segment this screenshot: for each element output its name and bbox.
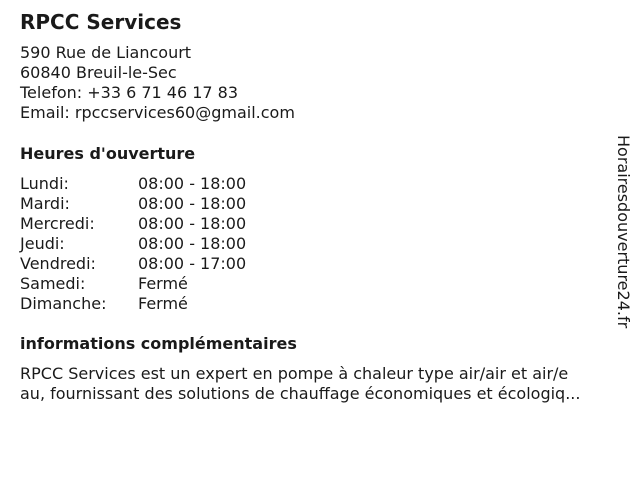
day-label: Lundi: xyxy=(20,174,69,193)
time-value: 08:00 - 17:00 xyxy=(138,254,247,273)
contact-block xyxy=(20,43,295,123)
opening-hours-heading: Heures d'ouverture xyxy=(20,144,196,163)
hours-row-friday xyxy=(20,254,246,274)
opening-hours-table xyxy=(20,174,246,314)
day-label: Mercredi: xyxy=(20,214,95,233)
day-label: Vendredi: xyxy=(20,254,96,273)
business-name: RPCC Services xyxy=(20,10,182,34)
address-city: 60840 Breuil-le-Sec xyxy=(20,63,177,82)
time-value: 08:00 - 18:00 xyxy=(138,234,247,253)
time-value: Fermé xyxy=(138,294,188,313)
time-value: 08:00 - 18:00 xyxy=(138,174,247,193)
site-watermark: Horairesdouverture24.fr xyxy=(614,135,633,329)
address-street: 590 Rue de Liancourt xyxy=(20,43,192,62)
description-line: au, fournissant des solutions de chauffage économiques et écologiq... xyxy=(20,384,581,403)
hours-row-monday xyxy=(20,174,246,194)
phone-number: Telefon: +33 6 71 46 17 83 xyxy=(20,83,239,102)
description-line: RPCC Services est un expert en pompe à chaleur type air/air et air/e xyxy=(20,364,569,383)
day-label: Dimanche: xyxy=(20,294,107,313)
hours-row-tuesday xyxy=(20,194,246,214)
additional-info-text xyxy=(20,364,632,404)
day-label: Mardi: xyxy=(20,194,70,213)
hours-row-saturday xyxy=(20,274,246,294)
hours-row-wednesday xyxy=(20,214,246,234)
time-value: 08:00 - 18:00 xyxy=(138,194,247,213)
day-label: Jeudi: xyxy=(20,234,65,253)
additional-info-heading: informations complémentaires xyxy=(20,334,297,353)
time-value: Fermé xyxy=(138,274,188,293)
day-label: Samedi: xyxy=(20,274,86,293)
hours-row-thursday xyxy=(20,234,246,254)
hours-row-sunday xyxy=(20,294,246,314)
email-address: Email: rpccservices60@gmail.com xyxy=(20,103,295,122)
time-value: 08:00 - 18:00 xyxy=(138,214,247,233)
